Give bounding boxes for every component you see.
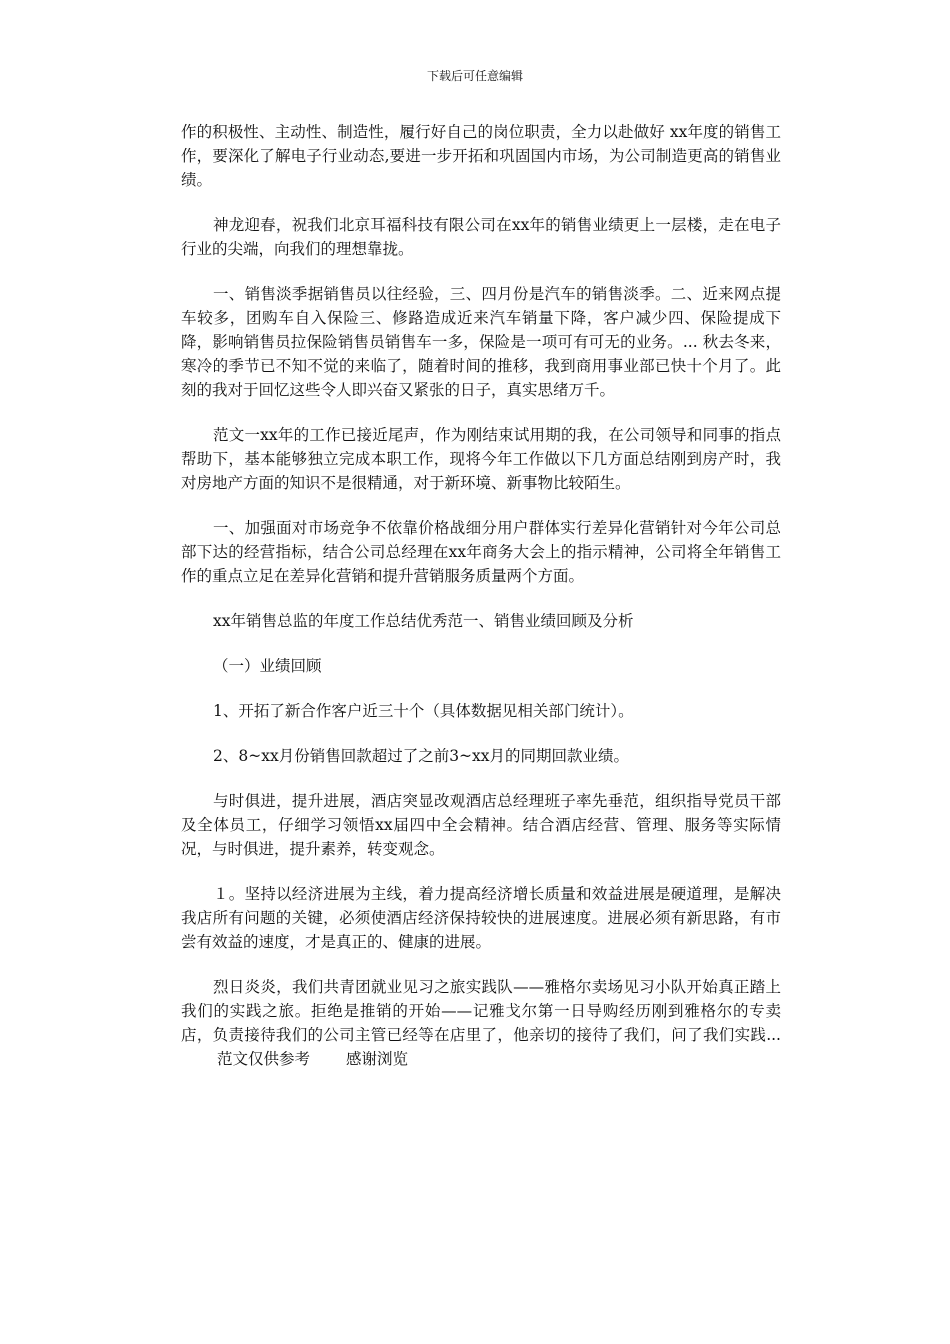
paragraph-1: 作的积极性、主动性、制造性，履行好自己的岗位职责，全力以赴做好 xx年度的销售工作，要深化了解电子行业动态,要进一步开拓和巩固国内市场，为公司制造更高的销售业绩。 — [181, 123, 781, 189]
paragraph-7: （一）业绩回顾 — [213, 657, 322, 675]
paragraph-10: 与时俱进，提升进展，酒店突显改观酒店总经理班子率先垂范，组织指导党员干部及全体员工，仔细学习领悟xx届四中全会精神。结合酒店经营、管理、服务等实际情况，与时俱进，提升素养，转变观念。 — [181, 792, 781, 858]
paragraph-6: xx年销售总监的年度工作总结优秀范一、销售业绩回顾及分析 — [213, 612, 634, 630]
document-body — [181, 120, 781, 1092]
footer-thanks-note: 感谢浏览 — [346, 1050, 409, 1068]
paragraph-11: １。坚持以经济进展为主线，着力提高经济增长质量和效益进展是硬道理，是解决我店所有问题的关键，必须使酒店经济保持较快的进展速度。进展必须有新思路，有市尝有效益的速度，才是真正的、健康的进展。 — [181, 885, 781, 951]
paragraph-2: 神龙迎春，祝我们北京耳福科技有限公司在xx年的销售业绩更上一层楼，走在电子行业的尖端，向我们的理想靠拢。 — [181, 216, 781, 258]
paragraph-3: 一、销售淡季据销售员以往经验，三、四月份是汽车的销售淡季。二、近来网点提车较多，团购车自入保险三、修路造成近来汽车销量下降，客户减少四、保险提成下降，影响销售员拉保险销售员销售车一多，保险是一项可有可无的业务。... 秋去冬来，寒冷的季节已不知不觉的来临了，随着时间的推移，我到商用事业部已快十个月了。此刻的我对于回忆这些令人即兴奋又紧张的日子，真实思绪万千。 — [181, 285, 781, 399]
paragraph-5: 一、加强面对市场竞争不依靠价格战细分用户群体实行差异化营销针对今年公司总部下达的经营指标，结合公司总经理在xx年商务大会上的指示精神，公司将全年销售工作的重点立足在差异化营销和提升营销服务质量两个方面。 — [181, 519, 781, 585]
page-header-note: 下载后可任意编辑 — [426, 69, 523, 83]
paragraph-8: 1、开拓了新合作客户近三十个（具体数据见相关部门统计）。 — [213, 702, 634, 720]
paragraph-4: 范文一xx年的工作已接近尾声，作为刚结束试用期的我，在公司领导和同事的指点帮助下，基本能够独立完成本职工作，现将今年工作做以下几方面总结刚到房产时，我对房地产方面的知识不是很精通，对于新环境、新事物比较陌生。 — [181, 426, 781, 492]
paragraph-12 — [181, 975, 781, 1071]
footer-ref-note: 范文仅供参考 — [217, 1050, 311, 1068]
paragraph-9: 2、8~xx月份销售回款超过了之前3~xx月的同期回款业绩。 — [213, 747, 630, 765]
paragraph-12-text: 烈日炎炎，我们共青团就业见习之旅实践队——雅格尔卖场见习小队开始真正踏上我们的实践之旅。拒绝是推销的开始——记雅戈尔第一日导购经历刚到雅格尔的专卖店，负责接待我们的公司主管已经等在店里了，他亲切的接待了我们，问了我们实践... — [181, 978, 781, 1044]
